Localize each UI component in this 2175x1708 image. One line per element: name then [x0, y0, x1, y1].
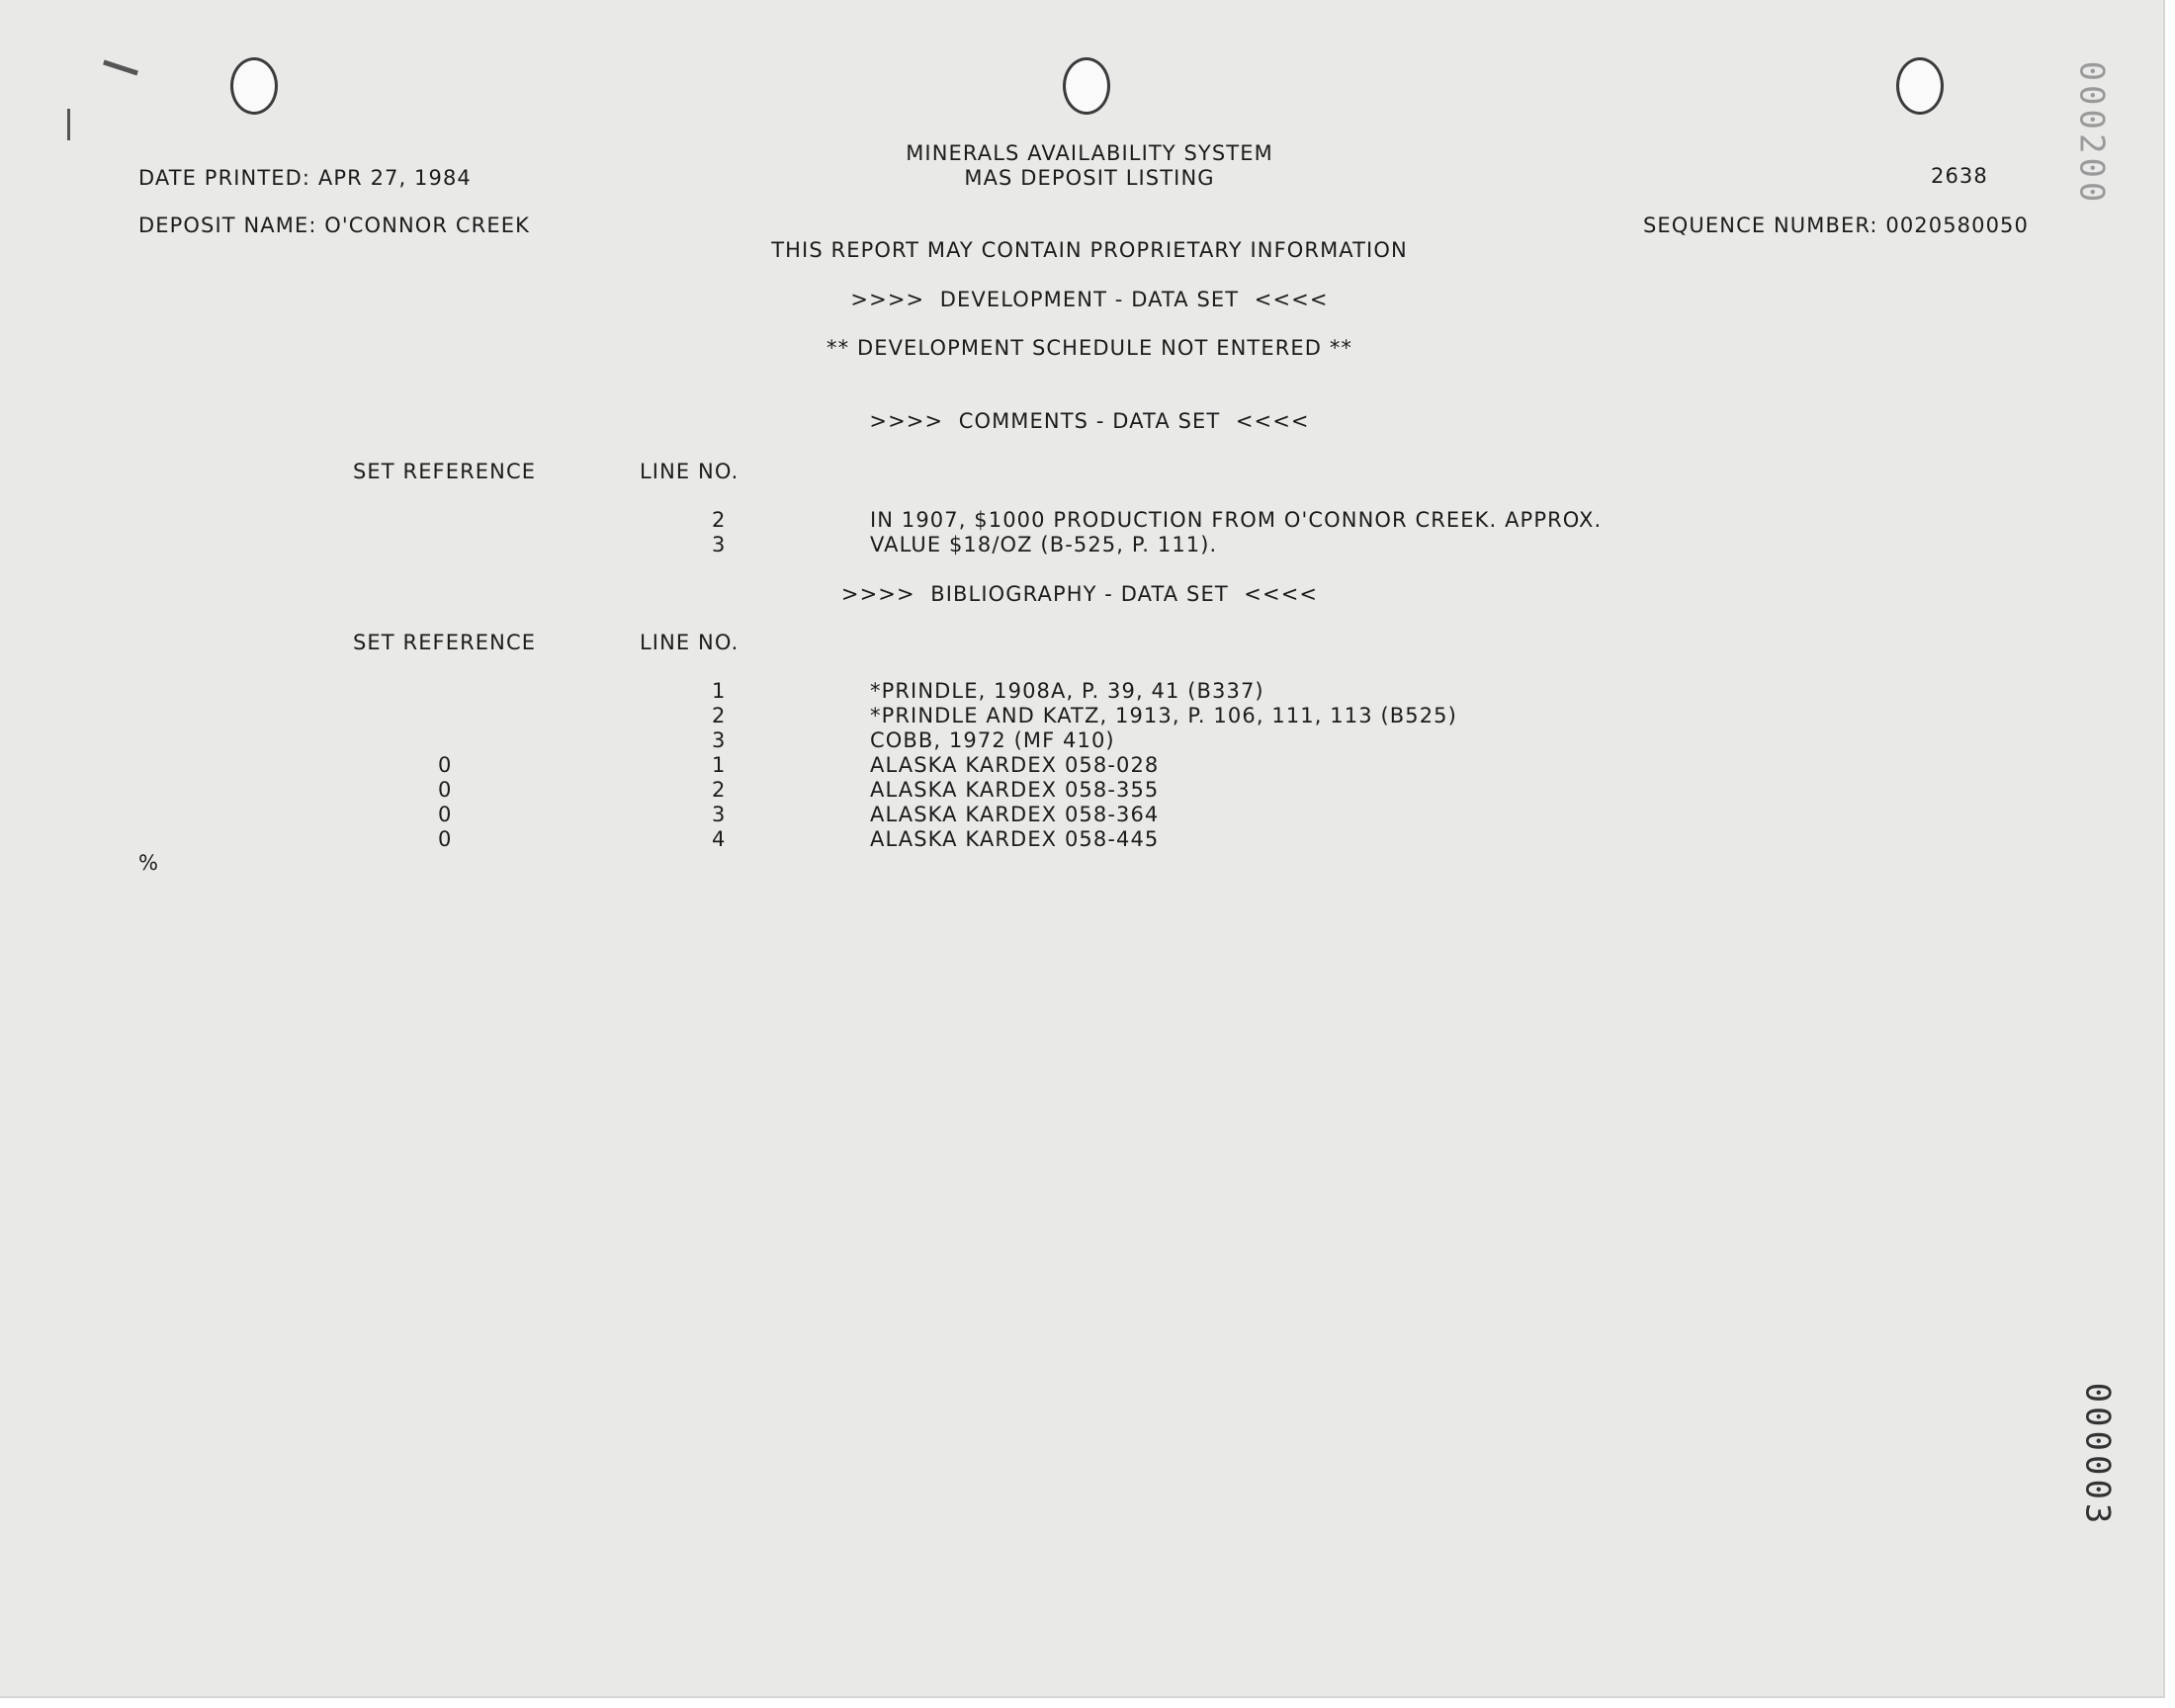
sequence-number: SEQUENCE NUMBER: 0020580050: [1643, 214, 2029, 237]
bibliography-heading: >>>> BIBLIOGRAPHY - DATA SET <<<<: [840, 582, 1319, 606]
punch-hole-left: [230, 57, 278, 115]
bib-row-line: 3: [712, 728, 727, 752]
page-number: 2638: [1931, 164, 1988, 188]
bib-row-line: 1: [712, 753, 727, 777]
bib-row-text: ALASKA KARDEX 058-355: [870, 778, 1160, 802]
bib-row-text: ALASKA KARDEX 058-445: [870, 827, 1160, 851]
bib-row-line: 2: [712, 778, 727, 802]
bib-row-line: 2: [712, 704, 727, 727]
bib-row-text: COBB, 1972 (MF 410): [870, 728, 1115, 752]
development-note: ** DEVELOPMENT SCHEDULE NOT ENTERED **: [826, 336, 1353, 360]
bibliography-col-line-no: LINE NO.: [640, 631, 740, 654]
end-mark: %: [138, 851, 160, 875]
bib-row-set-ref: 0: [438, 827, 453, 851]
deposit-name: DEPOSIT NAME: O'CONNOR CREEK: [138, 214, 530, 237]
bib-row-line: 4: [712, 827, 727, 851]
bib-row-set-ref: 0: [438, 803, 453, 826]
comment-row-line: 2: [712, 508, 727, 532]
development-heading: >>>> DEVELOPMENT - DATA SET <<<<: [850, 288, 1329, 311]
listing-title: MAS DEPOSIT LISTING: [964, 166, 1215, 190]
comments-col-line-no: LINE NO.: [640, 460, 740, 483]
comment-row-text: VALUE $18/OZ (B-525, P. 111).: [870, 533, 1218, 556]
bib-row-set-ref: 0: [438, 778, 453, 802]
comments-col-set-reference: SET REFERENCE: [353, 460, 537, 483]
comment-row-text: IN 1907, $1000 PRODUCTION FROM O'CONNOR CREEK. APPROX.: [870, 508, 1603, 532]
comment-row-line: 3: [712, 533, 727, 556]
bib-row-text: *PRINDLE, 1908A, P. 39, 41 (B337): [870, 679, 1264, 703]
bib-row-text: ALASKA KARDEX 058-028: [870, 753, 1160, 777]
proprietary-notice: THIS REPORT MAY CONTAIN PROPRIETARY INFORMATION: [771, 238, 1408, 262]
pencil-mark: [103, 60, 138, 76]
bib-row-text: *PRINDLE AND KATZ, 1913, P. 106, 111, 113 (B525): [870, 704, 1457, 727]
stamp-bottom-right: 000003: [2077, 1382, 2118, 1528]
bibliography-col-set-reference: SET REFERENCE: [353, 631, 537, 654]
date-printed: DATE PRINTED: APR 27, 1984: [138, 166, 472, 190]
stamp-top-right: 000200: [2071, 60, 2112, 207]
pencil-tick: [67, 109, 70, 140]
punch-hole-center: [1063, 57, 1110, 115]
comments-heading: >>>> COMMENTS - DATA SET <<<<: [869, 409, 1310, 433]
punch-hole-right: [1896, 57, 1944, 115]
bib-row-text: ALASKA KARDEX 058-364: [870, 803, 1160, 826]
bib-row-set-ref: 0: [438, 753, 453, 777]
bib-row-line: 1: [712, 679, 727, 703]
bib-row-line: 3: [712, 803, 727, 826]
system-title: MINERALS AVAILABILITY SYSTEM: [906, 141, 1273, 165]
